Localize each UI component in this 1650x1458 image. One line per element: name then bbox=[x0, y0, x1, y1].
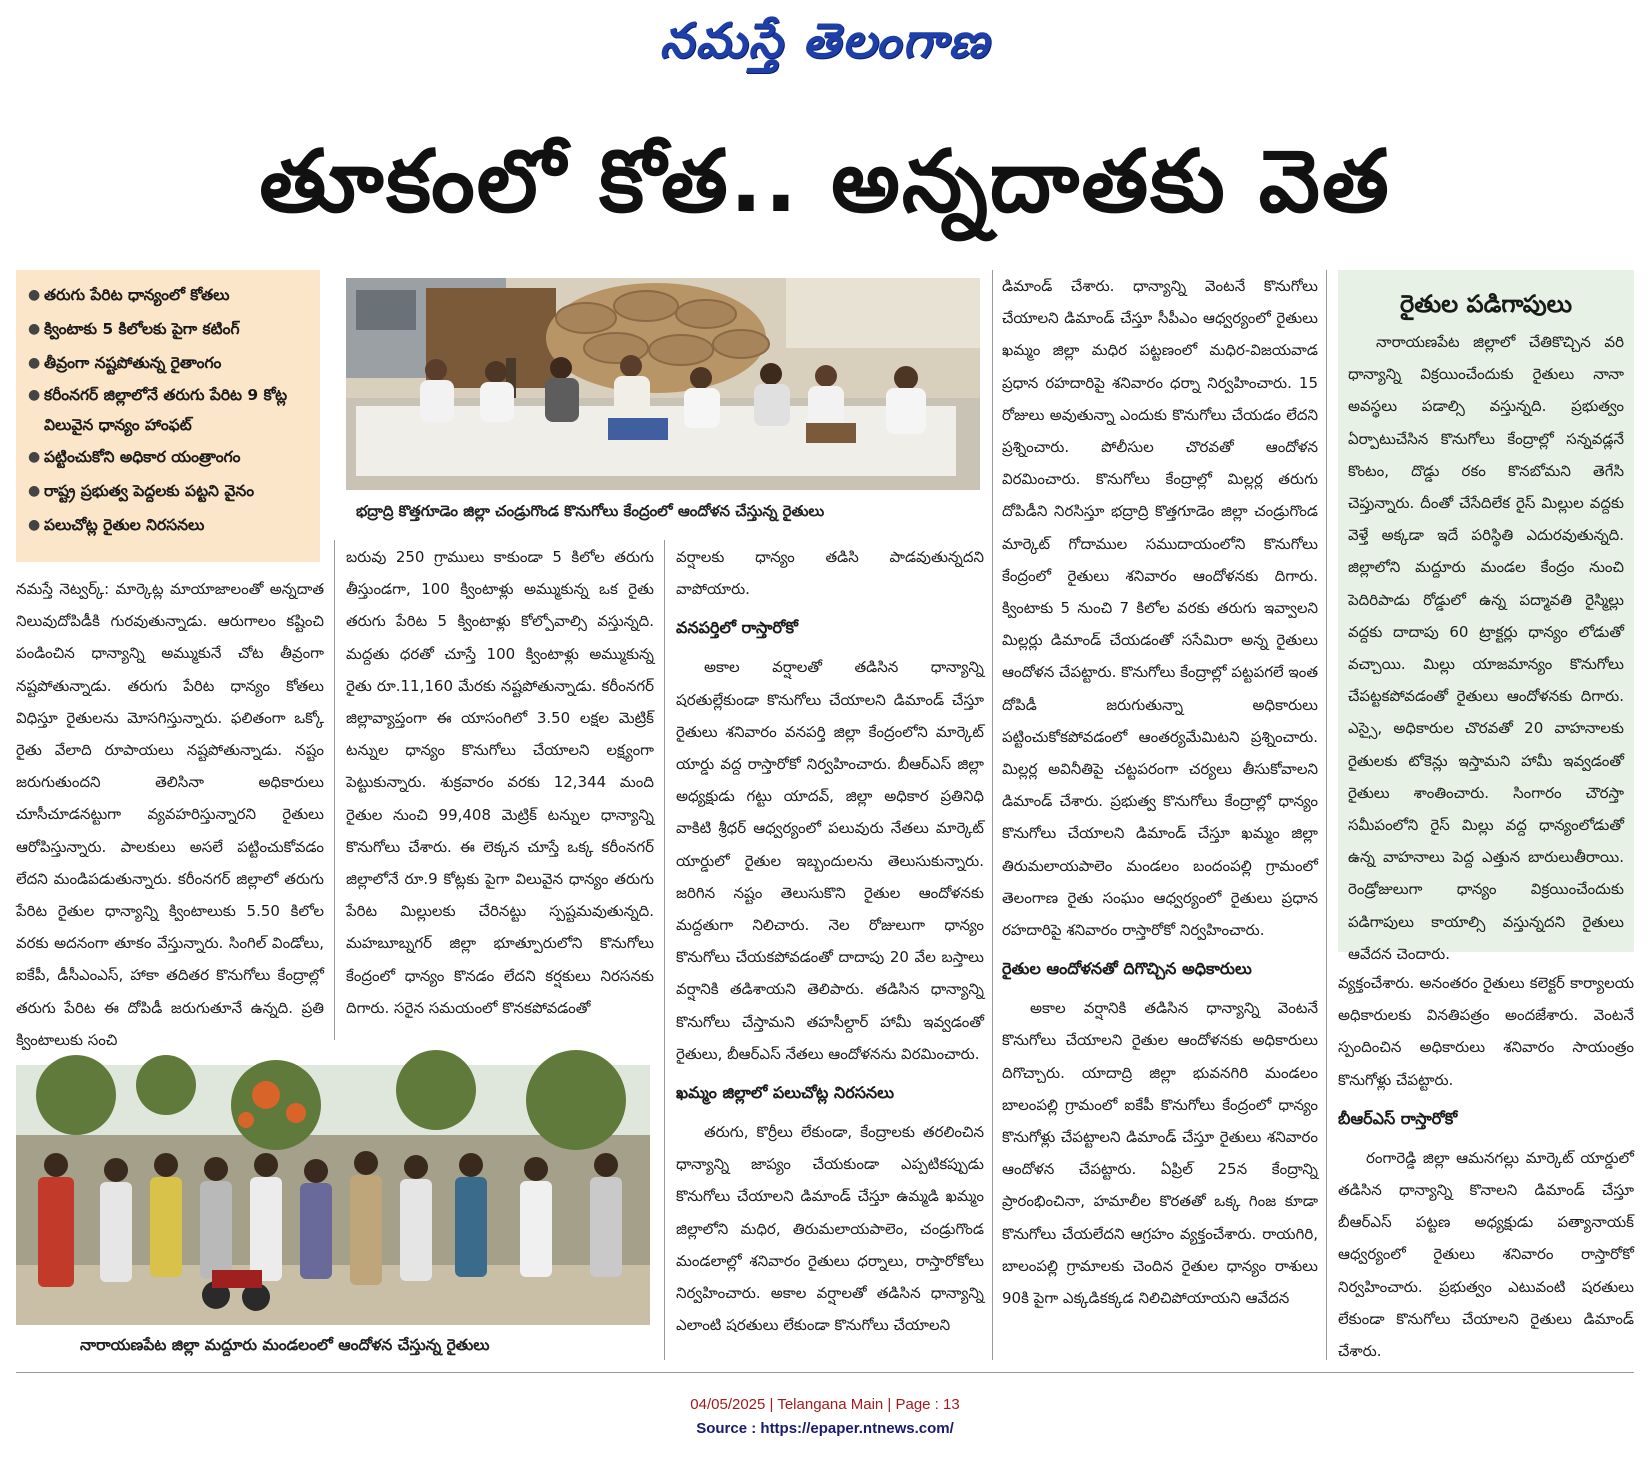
article-column-1 bbox=[16, 573, 324, 1047]
bullet-icon: ● bbox=[28, 449, 41, 465]
photo1-caption: భద్రాద్రి కొత్తగూడెం జిల్లా చండ్రుగొండ కొనుగోలు కేంద్రంలో ఆందోళన చేస్తున్న రైతులు bbox=[356, 502, 825, 520]
photo-farmers-protest-chandrugonda bbox=[346, 278, 980, 490]
highlight-text: తరుగు పేరిట ధాన్యంలో కోతలు bbox=[44, 286, 230, 304]
highlight-item bbox=[26, 440, 312, 474]
article-paragraph: అకాల వర్షాలతో తడిసిన ధాన్యాన్ని షరతుల్లేకుండా కొనుగోలు చేయాలని డిమాండ్ చేస్తూ రైతులు శనివారం వనపర్తి జిల్లా కేంద్రంలోని మార్కెట్ యార్డు వద్ద రాస్తారోకో నిర్వహించారు. బీఆర్ఎస్ జిల్లా అధ్యక్షుడు గట్టు యాదవ్, జిల్లా అధికార ప్రతినిధి వాకిటి శ్రీధర్ ఆధ్వర్యంలో పలువురు నేతలు మార్కెట్ యార్డులో రైతుల ఇబ్బందులను తెలుసుకున్నారు. జరిగిన నష్టం తెలుసుకొని రైతుల ఆందోళనకు మద్దతుగా నిలిచారు. నెల రోజులుగా ధాన్యం కొనుగోలు చేయకపోవడంతో దాదాపు 20 వేల బస్తాలు వర్షానికి తడిశాయని తెలిపారు. తడిసిన ధాన్యాన్ని కొనుగోలు చేస్తామని తహసీల్దార్ హామీ ఇవ్వడంతో రైతులు, బీఆర్ఎస్ నేతలు ఆందోళనను విరమించారు. bbox=[676, 658, 984, 1063]
article-column-2 bbox=[346, 541, 654, 1047]
column-divider bbox=[334, 540, 335, 1040]
sidebar-box-farmers-waiting bbox=[1338, 270, 1634, 963]
footer-date-page: 04/05/2025 | Telangana Main | Page : 13 bbox=[690, 1396, 960, 1413]
highlight-item bbox=[26, 508, 312, 542]
highlight-text: కరీంనగర్ జిల్లాలోనే తరుగు పేరిట 9 కోట్ల విలువైన ధాన్యం హాంఫట్ bbox=[44, 386, 288, 434]
section-subheading: బీఆర్ఎస్ రాస్తారోకో bbox=[1338, 1108, 1458, 1128]
page-headline: తూకంలో కోత.. అన్నదాతకు వెత bbox=[259, 132, 1391, 232]
page-bottom-rule bbox=[16, 1372, 1634, 1373]
highlight-item bbox=[26, 278, 312, 312]
section-subheading: రైతుల ఆందోళనతో దిగొచ్చిన అధికారులు bbox=[1002, 959, 1252, 979]
column-divider bbox=[1326, 270, 1327, 1360]
article-column-4 bbox=[1002, 270, 1318, 1349]
article-column-5 bbox=[1338, 967, 1634, 1361]
highlight-text: పట్టించుకోని అధికార యంత్రాంగం bbox=[44, 448, 241, 466]
bullet-icon: ● bbox=[28, 387, 41, 403]
article-paragraph: డిమాండ్ చేశారు. ధాన్యాన్ని వెంటనే కొనుగోలు చేయాలని డిమాండ్ చేస్తూ సీపీఎం ఆధ్వర్యంలో రైతులు ఖమ్మం జిల్లా మధిర పట్టణంలో మధిర-విజయవాడ ప్రధాన రహదారిపై శనివారం ధర్నా నిర్వహించారు. 15 రోజులు అవుతున్నా ఎందుకు కొనుగోలు చేయడం లేదని ప్రశ్నించారు. పోలీసుల చొరవతో ఆందోళన విరమించారు. కొనుగోలు కేంద్రాల్లో మిల్లర్ల తరుగు దోపిడీని నిరసిస్తూ భద్రాద్రి కొత్తగూడెం జిల్లా చండ్రుగొండ మార్కెట్ గోదాముల సముదాయంలోని కొనుగోలు కేంద్రంలో రైతులు శనివారం ఆందోళనకు దిగారు. క్వింటాకు 5 నుంచి 7 కిలోల వరకు తరుగు ఇవ్వాలని మిల్లర్లు డిమాండ్ చేయడంతో ససేమిరా అన్న రైతులు ఆందోళన చేపట్టారు. కొనుగోలు కేంద్రాల్లో పట్టపగలే ఇంత దోపిడీ జరుగుతున్నా అధికారులు పట్టించుకోకపోవడంలో ఆంతర్యమేమిటని ప్రశ్నించారు. మిల్లర్ల అవినీతిపై చట్టపరంగా చర్యలు తీసుకోవాలని డిమాండ్ చేశారు. ప్రభుత్వ కొనుగోలు కేంద్రాల్లో ధాన్యం కొనుగోలు చేయాలని డిమాండ్ చేస్తూ ఖమ్మం జిల్లా తిరుమలాయపాలెం మండలం బందంపల్లి గ్రామంలో తెలంగాణ రైతు సంఘం ఆధ్వర్యంలో రైతులు ప్రధాన రహదారిపై శనివారం రాస్తారోకో నిర్వహించారు. bbox=[1002, 277, 1318, 940]
column-divider bbox=[992, 270, 993, 1360]
highlight-text: తీవ్రంగా నష్టపోతున్న రైతాంగం bbox=[44, 354, 222, 372]
article-column-3 bbox=[676, 541, 984, 1349]
article-paragraph: వర్షాలకు ధాన్యం తడిసి పాడవుతున్నదని వాపోయారు. bbox=[676, 548, 984, 599]
section-subheading: వనపర్తిలో రాస్తారోకో bbox=[676, 618, 799, 638]
highlight-item bbox=[26, 474, 312, 508]
highlight-text: రాష్ట్ర ప్రభుత్వ పెద్దలకు పట్టని వైనం bbox=[44, 482, 255, 500]
article-paragraph: బరువు 250 గ్రాములు కాకుండా 5 కిలోల తరుగు తీస్తుండగా, 100 క్వింటాళ్లు అమ్ముకున్న ఒక రైతు తరుగు పేరిట 5 క్వింటాళ్లు కోల్పోవాల్సి వస్తున్నది. మద్దతు ధరతో చూస్తే 100 క్వింటాళ్లు అమ్ముకున్న రైతు రూ.11,160 మేరకు నష్టపోతున్నాడు. కరీంనగర్ జిల్లావ్యాప్తంగా ఈ యాసంగిలో 3.50 లక్షల మెట్రిక్ టన్నుల ధాన్యం కొనుగోలు చేయాలని లక్ష్యంగా పెట్టుకున్నారు. శుక్రవారం వరకు 12,344 మంది రైతుల నుంచి 99,408 మెట్రిక్ టన్నుల ధాన్యాన్ని కొనుగోలు చేశారు. ఈ లెక్కన చూస్తే ఒక్క కరీంనగర్ జిల్లాలోనే రూ.9 కోట్లకు పైగా విలువైన ధాన్యం తరుగు పేరిట మిల్లులకు చేరినట్టు స్పష్టమవుతున్నది. మహబూబ్నగర్ జిల్లా భూత్పూరులోని కొనుగోలు కేంద్రంలో ధాన్యం కొనడం లేదని కర్షకులు నిరసనకు దిగారు. సరైన సమయంలో కొనకపోవడంతో bbox=[346, 548, 654, 1017]
bullet-icon: ● bbox=[28, 287, 41, 303]
article-paragraph: నారాయణపేట జిల్లాలో చేతికొచ్చిన వరి ధాన్యాన్ని విక్రయించేందుకు రైతులు నానా అవస్థలు పడాల్సి వస్తున్నది. ప్రభుత్వం ఏర్పాటుచేసిన కొనుగోలు కేంద్రాల్లో సన్నవడ్లనే కొంటం, దొడ్డు రకం కొనబోమని తెగేసి చెప్తున్నారు. దీంతో చేసేదిలేక రైస్ మిల్లుల వద్దకు వెళ్తే అక్కడా ఇదే పరిస్థితి ఎదురవుతున్నది. జిల్లాలోని మద్దూరు మండల కేంద్రం నుంచి పెదిరిపాడు రోడ్డులో ఉన్న పద్మావతి రైస్మిల్లు వద్దకు దాదాపు 60 ట్రాక్టర్లు ధాన్యం లోడుతో వచ్చాయి. మిల్లు యాజమాన్యం కొనుగోలు చేపట్టకపోవడంతో రైతులు ఆందోళనకు దిగారు. ఎస్సై, అధికారుల చొరవతో 20 వాహనాలకు రైతులకు టోకెన్లు ఇస్తామని హామీ ఇవ్వడంతో రైతులు శాంతించారు. సింగారం చౌరస్తా సమీపంలోని రైస్ మిల్లు వద్ద ధాన్యంలోడుతో ఉన్న వాహనాలు పెద్ద ఎత్తున బారులుతీరాయి. రెండ్రోజులుగా ధాన్యం విక్రయించేందుకు పడిగాపులు కాయాల్సి వస్తున్నదని రైతులు ఆవేదన చెందారు. bbox=[1348, 333, 1624, 963]
photo2-caption: నారాయణపేట జిల్లా మద్దూరు మండలంలో ఆందోళన చేస్తున్న రైతులు bbox=[80, 1336, 490, 1354]
highlights-box bbox=[16, 270, 320, 562]
article-paragraph: అకాల వర్షానికి తడిసిన ధాన్యాన్ని వెంటనే కొనుగోలు చేయాలని రైతుల ఆందోళనకు అధికారులు దిగొచ్చారు. యాదాద్రి జిల్లా భువనగిరి మండలం బాలంపల్లి గ్రామంలో ఐకేపీ కొనుగోలు కేంద్రంలో ధాన్యం కొనుగోళ్లు చేపట్టాలని డిమాండ్ చేస్తూ రైతులు శనివారం ఆందోళన చేపట్టారు. ఏప్రిల్ 25న కేంద్రాన్ని ప్రారంభించినా, హమాలీల కొరతతో ఒక్క గింజ కూడా కొనుగోలు చేయలేదని ఆగ్రహం వ్యక్తంచేశారు. రాయగిరి, బాలంపల్లి గ్రామాలకు చెందిన రైతుల ధాన్యం రాశులు 90కి పైగా ఎక్కడికక్కడ నిలిచిపోయాయని ఆవేదన bbox=[1002, 999, 1318, 1308]
page-footer bbox=[0, 1393, 1650, 1441]
article-paragraph: రంగారెడ్డి జిల్లా ఆమనగల్లు మార్కెట్ యార్డులో తడిసిన ధాన్యాన్ని కొనాలని డిమాండ్ చేస్తూ బీఆర్ఎస్ పట్టణ అధ్యక్షుడు పత్యానాయక్ ఆధ్వర్యంలో రైతులు శనివారం రాస్తారోకో నిర్వహించారు. ప్రభుత్వం ఎటువంటి షరతులు లేకుండా కొనుగోలు చేయాలని రైతులు డిమాండ్ చేశారు. bbox=[1338, 1148, 1634, 1361]
highlight-text: పలుచోట్ల రైతుల నిరసనలు bbox=[44, 516, 205, 534]
photo-illustration bbox=[16, 1065, 650, 1325]
bullet-icon: ● bbox=[28, 517, 41, 533]
highlight-text: క్వింటాకు 5 కిలోలకు పైగా కటింగ్ bbox=[44, 320, 240, 338]
highlight-item bbox=[26, 312, 312, 346]
highlight-item bbox=[26, 380, 312, 440]
article-paragraph: నమస్తే నెట్వర్క్: మార్కెట్ల మాయాజాలంతో అన్నదాత నిలువుదోపిడీకి గురవుతున్నాడు. ఆరుగాలం కష్టించి పండించిన ధాన్యాన్ని అమ్ముకునే చోట తీవ్రంగా నష్టపోతున్నాడు. తరుగు పేరిట ధాన్యం కోతలు విధిస్తూ రైతులను మోసగిస్తున్నారు. ఫలితంగా ఒక్కో రైతు వేలాది రూపాయలు నష్టపోతున్నాడు. నష్టం జరుగుతుందని తెలిసినా అధికారులు చూసీచూడనట్టుగా వ్యవహరిస్తున్నారని రైతులు ఆరోపిస్తున్నారు. పాలకులు అసలే పట్టించుకోవడం లేదని మండిపడుతున్నారు. కరీంనగర్ జిల్లాలో తరుగు పేరిట రైతుల ధాన్యాన్ని క్వింటాలుకు 5.50 కిలోల వరకు అదనంగా తూకం వేస్తున్నారు. సింగిల్ విండోలు, ఐకేపీ, డీసీఎంఎస్, హాకా తదితర కొనుగోలు కేంద్రాల్లో తరుగు పేరిట ఈ దోపిడీ జరుగుతూనే ఉన్నది. ప్రతి క్వింటాలుకు సంచి bbox=[16, 580, 324, 1049]
column-divider bbox=[664, 540, 665, 1360]
masthead-logo: నమస్తే తెలంగాణ bbox=[659, 13, 991, 69]
article-paragraph: వ్యక్తంచేశారు. అనంతరం రైతులు కలెక్టర్ కార్యాలయ అధికారులకు వినతిపత్రం అందజేశారు. వెంటనే స్పందించిన అధికారులు శనివారం సాయంత్రం కొనుగోళ్లు చేపట్టారు. bbox=[1338, 974, 1634, 1089]
bullet-icon: ● bbox=[28, 483, 41, 499]
bullet-icon: ● bbox=[28, 355, 41, 371]
footer-source-link[interactable]: Source : https://epaper.ntnews.com/ bbox=[696, 1420, 954, 1437]
sidebox-body bbox=[1338, 326, 1634, 963]
bullet-icon: ● bbox=[28, 321, 41, 337]
article-paragraph: తరుగు, కొర్రీలు లేకుండా, కేంద్రాలకు తరలించిన ధాన్యాన్ని జాప్యం చేయకుండా ఎప్పటికప్పుడు కొనుగోలు చేయాలని డిమాండ్ చేస్తూ ఉమ్మడి ఖమ్మం జిల్లాలోని మధిర, తిరుమలాయపాలెం, చండ్రుగొండ మండలాల్లో శనివారం రైతులు ధర్నాలు, రాస్తారోకోలు నిర్వహించారు. అకాల వర్షాలతో తడిసిన ధాన్యాన్ని ఎలాంటి షరతులు లేకుండా కొనుగోలు చేయాలని bbox=[676, 1123, 984, 1335]
photo-farmers-protest-maddur bbox=[16, 1065, 650, 1325]
section-subheading: ఖమ్మం జిల్లాలో పలుచోట్ల నిరసనలు bbox=[676, 1083, 895, 1103]
highlight-item bbox=[26, 346, 312, 380]
sidebox-title: రైతుల పడిగాపులు bbox=[1399, 290, 1573, 318]
photo-illustration bbox=[346, 278, 980, 490]
